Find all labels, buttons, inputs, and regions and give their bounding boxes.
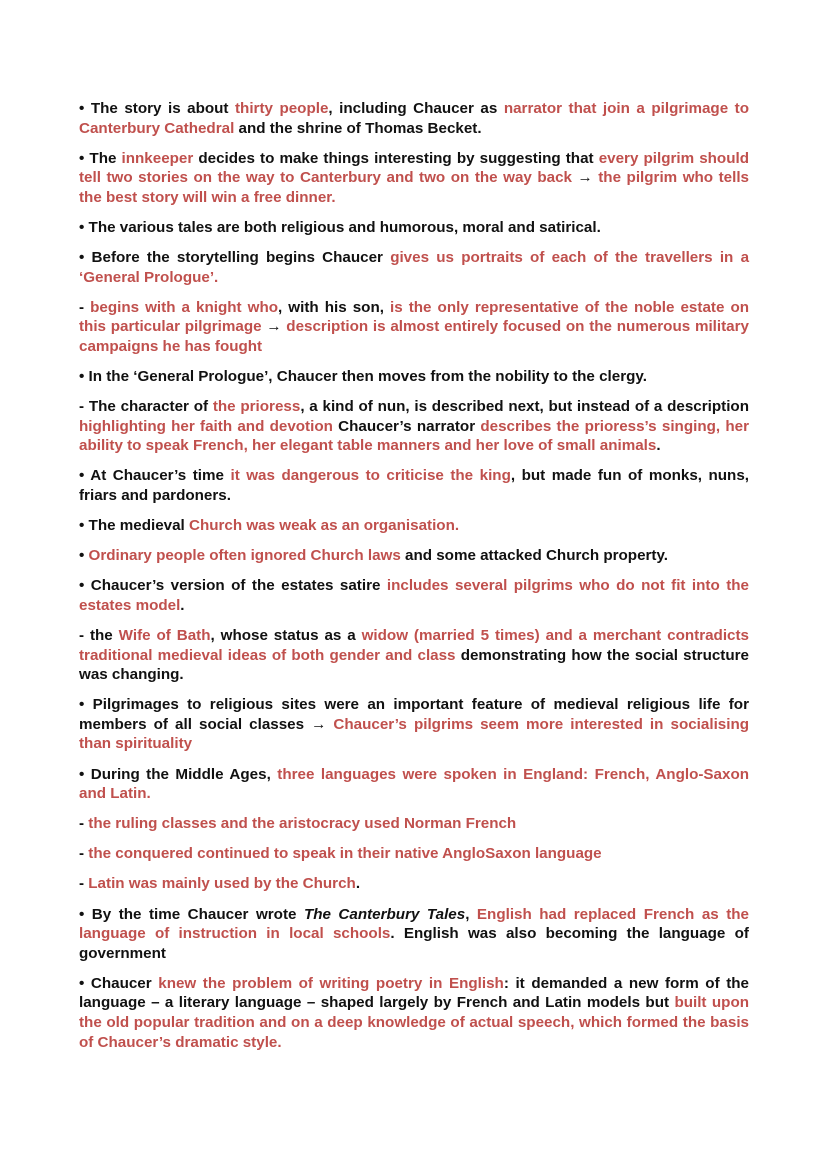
text-segment: : it demanded a new form of the language – a literary language – shaped largely by French and Latin models but xyxy=(79,974,749,1012)
highlighted-text: Church was weak as an organisation. xyxy=(188,517,460,535)
paragraph xyxy=(79,298,749,357)
text-segment: , xyxy=(465,905,477,923)
highlighted-text: widow (married 5 times) and a merchant contradicts traditional medieval ideas of both gender and class xyxy=(79,626,749,664)
highlighted-text: Latin was mainly used by the Church xyxy=(88,875,356,893)
highlighted-text: the pilgrim who tells the best story will win a free dinner. xyxy=(79,169,749,206)
text-segment: - The character of xyxy=(79,398,213,416)
text-segment: decides to make things interesting by suggesting that xyxy=(193,149,599,167)
highlighted-text: gives us portraits of each of the travellers in a ‘General Prologue’. xyxy=(79,249,750,286)
highlighted-text: three languages were spoken in England: French, Anglo-Saxon and Latin. xyxy=(79,765,749,803)
paragraph xyxy=(79,546,749,566)
text-segment: • At Chaucer’s time xyxy=(79,467,231,485)
paragraph xyxy=(79,516,749,536)
text-segment: and the shrine of Thomas Becket. xyxy=(234,119,482,137)
text-segment: Chaucer’s narrator xyxy=(332,417,481,435)
highlighted-text: highlighting her faith and devotion xyxy=(79,417,333,435)
paragraph xyxy=(79,397,749,456)
text-segment: • Before the storytelling begins Chaucer xyxy=(79,249,391,267)
text-segment: • During the Middle Ages, xyxy=(79,765,278,783)
highlighted-text: Ordinary people often ignored Church laws xyxy=(88,547,401,565)
highlighted-text: thirty people xyxy=(234,100,329,117)
highlighted-text: Chaucer’s pilgrims seem more interested in socialising than spirituality xyxy=(79,715,750,753)
text-segment: • Chaucer’s version of the estates satire xyxy=(79,577,387,595)
text-segment: . English was also becoming the language of government xyxy=(79,925,749,962)
text-segment: , whose status as a xyxy=(210,626,362,644)
highlighted-text: the conquered continued to speak in their native AngloSaxon language xyxy=(88,845,602,863)
paragraph xyxy=(79,99,749,138)
paragraph xyxy=(79,367,749,387)
paragraph xyxy=(79,626,749,685)
highlighted-text: knew the problem of writing poetry in English xyxy=(158,974,504,992)
text-segment: • The xyxy=(79,149,122,167)
text-segment: • In the ‘General Prologue’, Chaucer then moves from the nobility to the clergy. xyxy=(79,368,647,386)
highlighted-text: Wife of Bath xyxy=(118,626,211,644)
paragraph xyxy=(79,874,749,894)
paragraph xyxy=(79,695,749,754)
text-segment: • The various tales are both religious and humorous, moral and satirical. xyxy=(79,218,601,236)
text-segment: • Chaucer xyxy=(79,974,159,992)
text-segment: demonstrating how the social structure was changing. xyxy=(79,646,749,684)
highlighted-text: every pilgrim should tell two stories on the way to Canterbury and two on the way back xyxy=(79,149,749,187)
italic-title: The Canterbury Tales xyxy=(303,905,466,923)
text-segment: . xyxy=(355,875,361,893)
paragraph xyxy=(79,576,749,615)
text-segment: - xyxy=(79,815,89,833)
text-segment: → xyxy=(261,318,287,336)
text-segment: • xyxy=(79,547,89,565)
paragraph xyxy=(79,844,749,864)
highlighted-text: built upon the old popular tradition and on a deep knowledge of actual speech, which formed the basis of Chaucer’s dramatic style. xyxy=(79,994,749,1051)
text-segment: and some attacked Church property. xyxy=(400,547,669,565)
text-segment: , but made fun of monks, nuns, friars and pardoners. xyxy=(79,467,749,504)
highlighted-text: English had replaced French as the language of instruction in local schools xyxy=(79,905,749,943)
text-segment: - xyxy=(79,875,89,893)
highlighted-text: begins with a knight who xyxy=(90,298,279,316)
highlighted-text: is the only representative of the noble estate on this particular pilgrimage xyxy=(79,298,749,336)
paragraph xyxy=(79,466,749,505)
text-segment: . xyxy=(656,437,661,455)
paragraph xyxy=(79,905,749,964)
paragraph xyxy=(79,149,749,208)
highlighted-text: describes the prioress’s singing, her ability to speak French, her elegant table manners and her love of small animals xyxy=(79,417,750,455)
highlighted-text: narrator that join a pilgrimage to Canterbury Cathedral xyxy=(79,100,749,137)
highlighted-text: description is almost entirely focused on the numerous military campaigns he has fought xyxy=(79,318,749,355)
text-segment: • By the time Chaucer wrote xyxy=(79,905,304,923)
text-segment: . xyxy=(180,596,185,614)
text-segment: , including Chaucer as xyxy=(328,100,504,117)
text-segment: - xyxy=(79,845,89,863)
highlighted-text: the ruling classes and the aristocracy used Norman French xyxy=(88,815,517,833)
text-segment: • Pilgrimages to religious sites were an important feature of medieval religious life for members of all social classes → xyxy=(79,696,749,733)
paragraph xyxy=(79,974,749,1052)
text-segment: → xyxy=(571,169,599,187)
text-segment: - xyxy=(79,298,91,316)
highlighted-text: the prioress xyxy=(212,398,301,416)
text-segment: , a kind of nun, is described next, but instead of a description xyxy=(300,398,749,416)
highlighted-text: includes several pilgrims who do not fit into the estates model xyxy=(79,577,749,614)
text-segment: • The medieval xyxy=(79,517,189,535)
paragraph xyxy=(79,765,749,804)
text-segment: - the xyxy=(79,626,119,644)
paragraph xyxy=(79,218,749,238)
paragraph xyxy=(79,248,749,287)
text-segment: , with his son, xyxy=(278,298,390,316)
paragraph xyxy=(79,814,749,834)
notes-body xyxy=(79,99,749,1063)
highlighted-text: innkeeper xyxy=(121,149,194,167)
text-segment: • The story is about xyxy=(79,100,235,117)
highlighted-text: it was dangerous to criticise the king xyxy=(230,467,511,485)
